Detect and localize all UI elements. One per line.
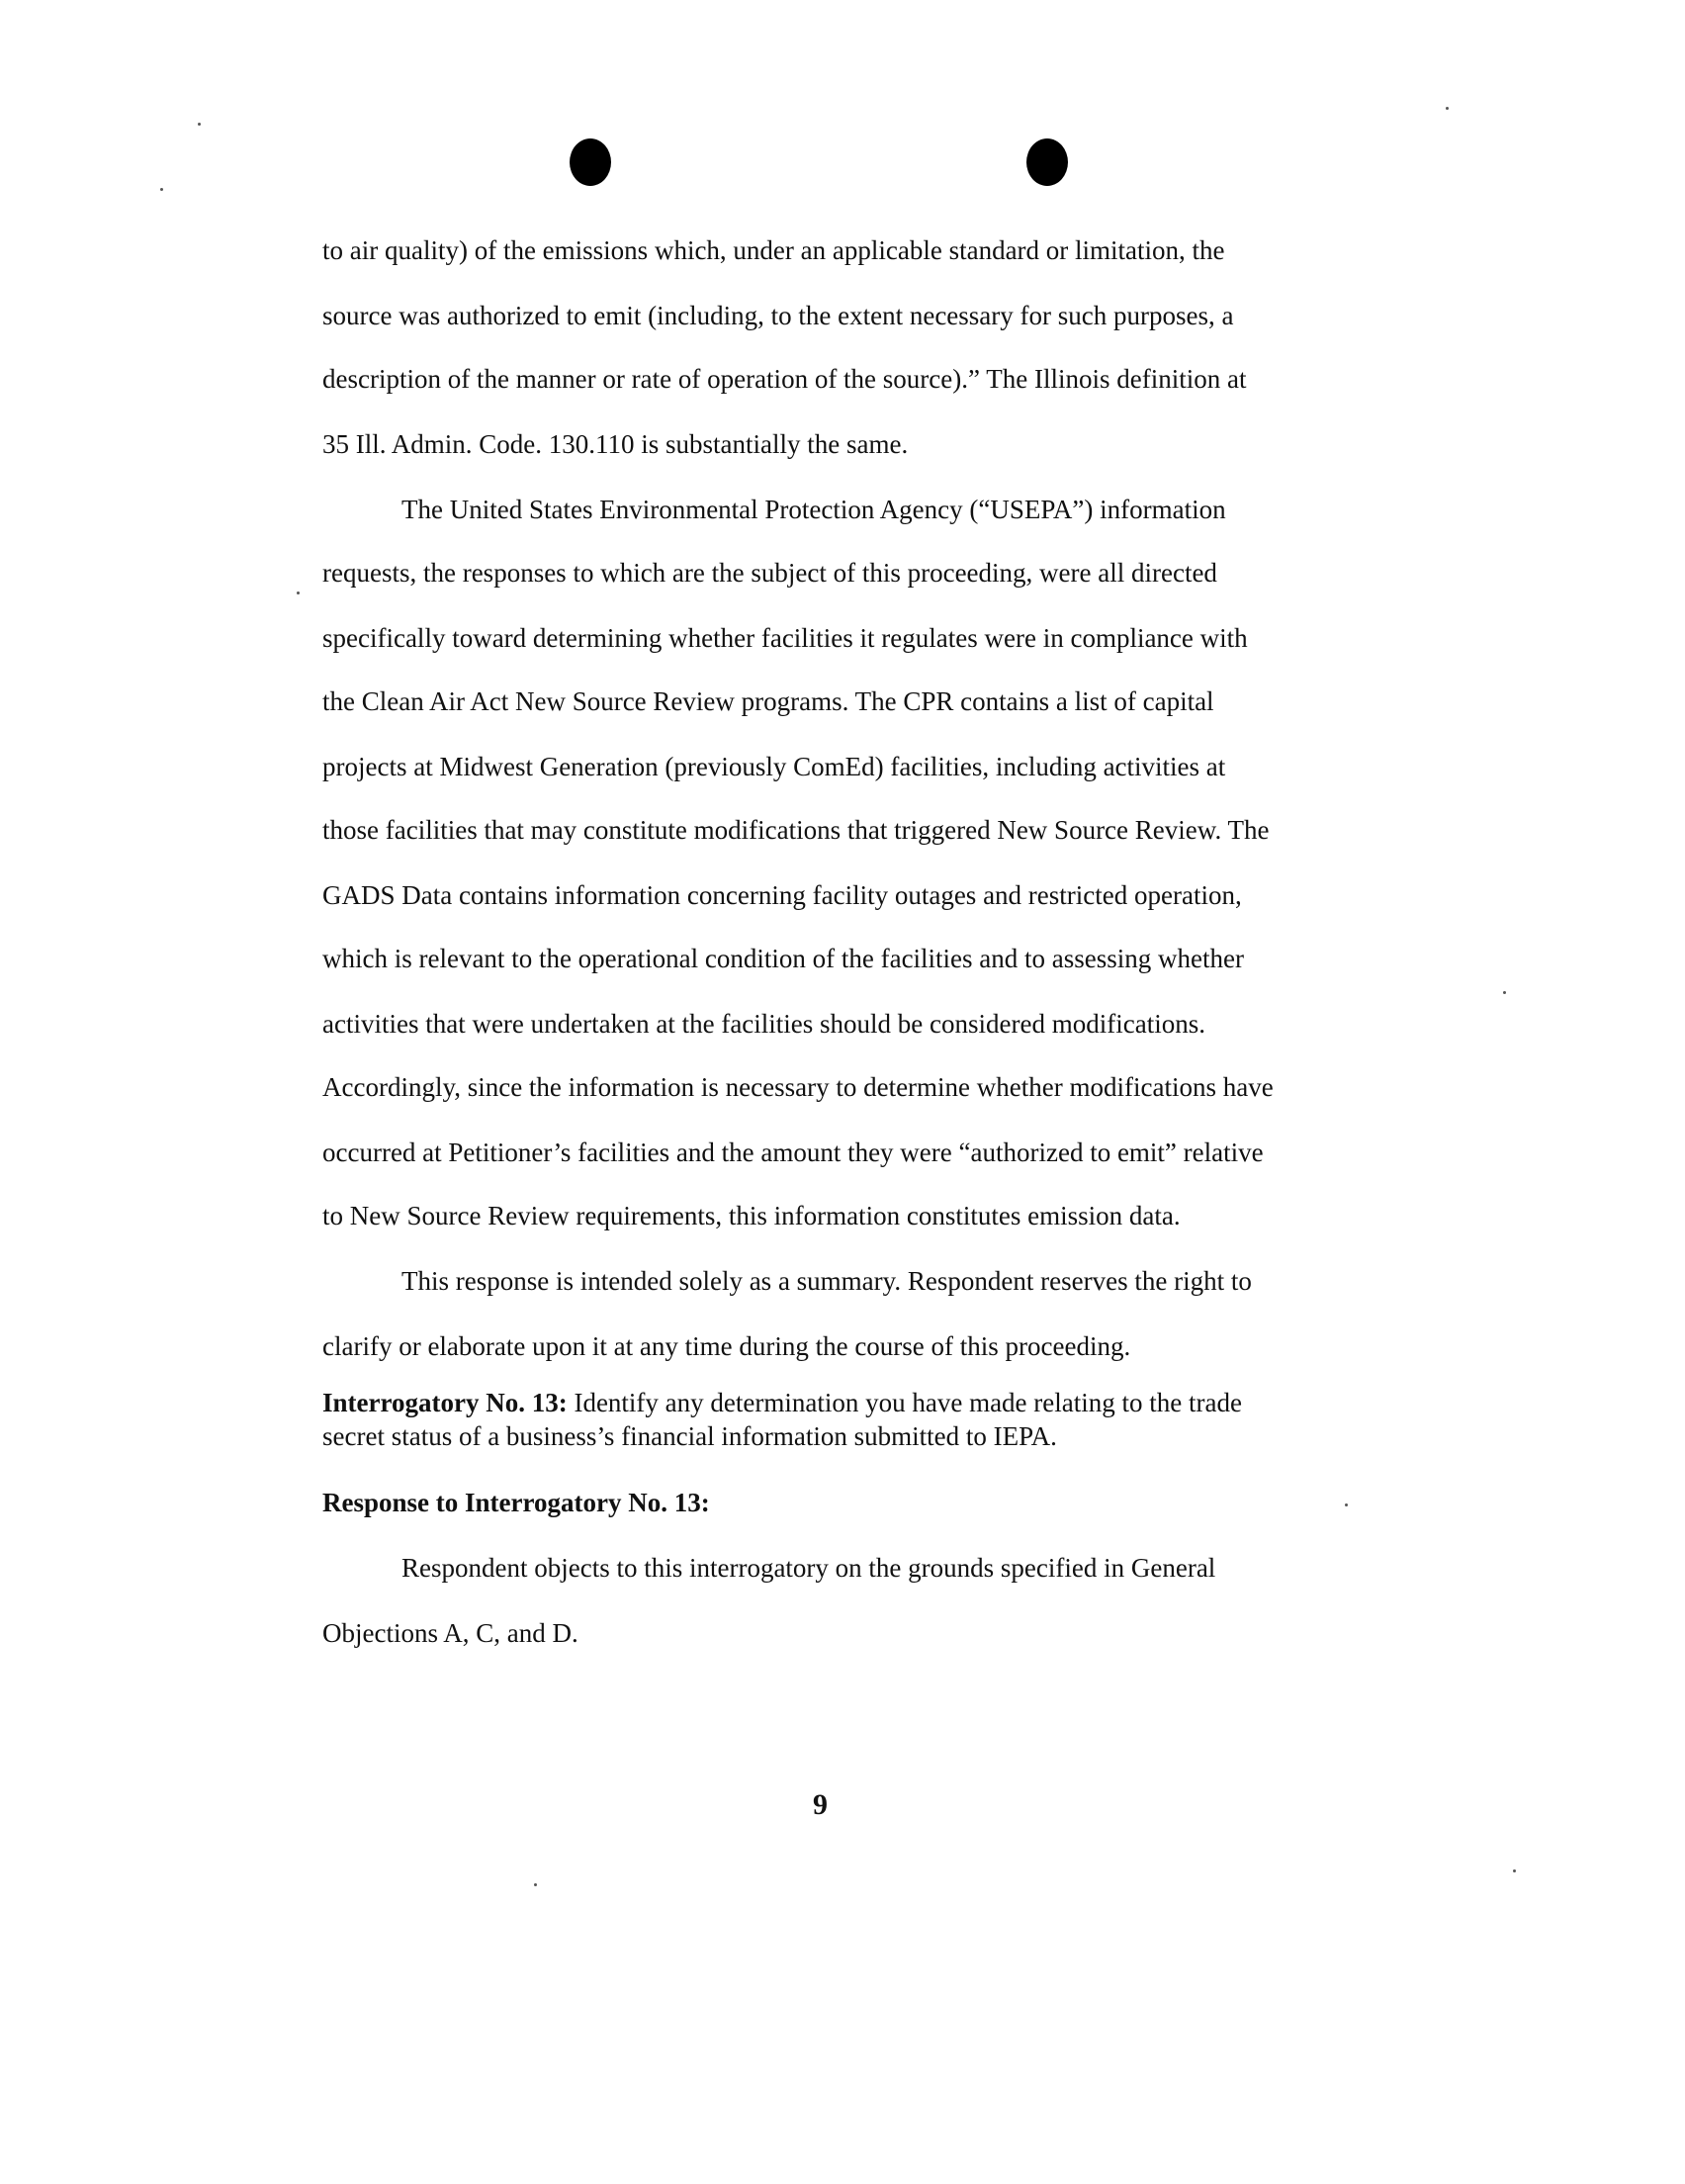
text-line: requests, the responses to which are the subject of this proceeding, were all directed: [322, 558, 1217, 588]
text-line: the Clean Air Act New Source Review programs. The CPR contains a list of capital: [322, 686, 1214, 716]
text-line: 35 Ill. Admin. Code. 130.110 is substantially the same.: [322, 429, 909, 459]
text-line: specifically toward determining whether facilities it regulates were in compliance with: [322, 623, 1248, 653]
scan-speck: [160, 188, 163, 191]
text-line: those facilities that may constitute modifications that triggered New Source Review. The: [322, 815, 1270, 845]
scan-speck: [1446, 107, 1449, 110]
interrogatory-text: Identify any determination you have made relating to the trade: [567, 1388, 1242, 1417]
text-line: description of the manner or rate of operation of the source).” The Illinois definition at: [322, 364, 1247, 394]
text-line: which is relevant to the operational condition of the facilities and to assessing whether: [322, 944, 1244, 973]
scan-speck: [297, 592, 300, 594]
punch-hole-left: [570, 138, 611, 186]
text-line: Objections A, C, and D.: [322, 1618, 578, 1648]
response-heading: Response to Interrogatory No. 13:: [322, 1488, 710, 1517]
text-line: Respondent objects to this interrogatory on the grounds specified in General: [401, 1553, 1216, 1583]
text-line: Accordingly, since the information is necessary to determine whether modifications have: [322, 1072, 1274, 1102]
text-line: clarify or elaborate upon it at any time during the course of this proceeding.: [322, 1331, 1131, 1361]
text-line: GADS Data contains information concerning facility outages and restricted operation,: [322, 880, 1242, 910]
text-line: source was authorized to emit (including, to the extent necessary for such purposes, a: [322, 301, 1234, 330]
text-line: projects at Midwest Generation (previously ComEd) facilities, including activities at: [322, 752, 1226, 781]
text-line: activities that were undertaken at the facilities should be considered modifications.: [322, 1009, 1205, 1039]
interrogatory-label: Interrogatory No. 13:: [322, 1388, 568, 1417]
page-number: 9: [813, 1788, 828, 1821]
text-line: The United States Environmental Protection Agency (“USEPA”) information: [401, 495, 1226, 524]
text-line: to New Source Review requirements, this information constitutes emission data.: [322, 1201, 1181, 1230]
scan-speck: [534, 1883, 537, 1886]
text-line: occurred at Petitioner’s facilities and the amount they were “authorized to emit” relative: [322, 1138, 1264, 1167]
text-line: This response is intended solely as a summary. Respondent reserves the right to: [401, 1266, 1252, 1296]
scan-speck: [198, 123, 201, 126]
scan-speck: [1513, 1869, 1516, 1872]
scan-speck: [1503, 991, 1506, 994]
interrogatory-line: [322, 1387, 1242, 1418]
scan-speck: [1345, 1503, 1348, 1506]
text-line: to air quality) of the emissions which, under an applicable standard or limitation, the: [322, 235, 1225, 265]
punch-hole-right: [1026, 138, 1068, 186]
interrogatory-line: secret status of a business’s financial information submitted to IEPA.: [322, 1421, 1057, 1451]
